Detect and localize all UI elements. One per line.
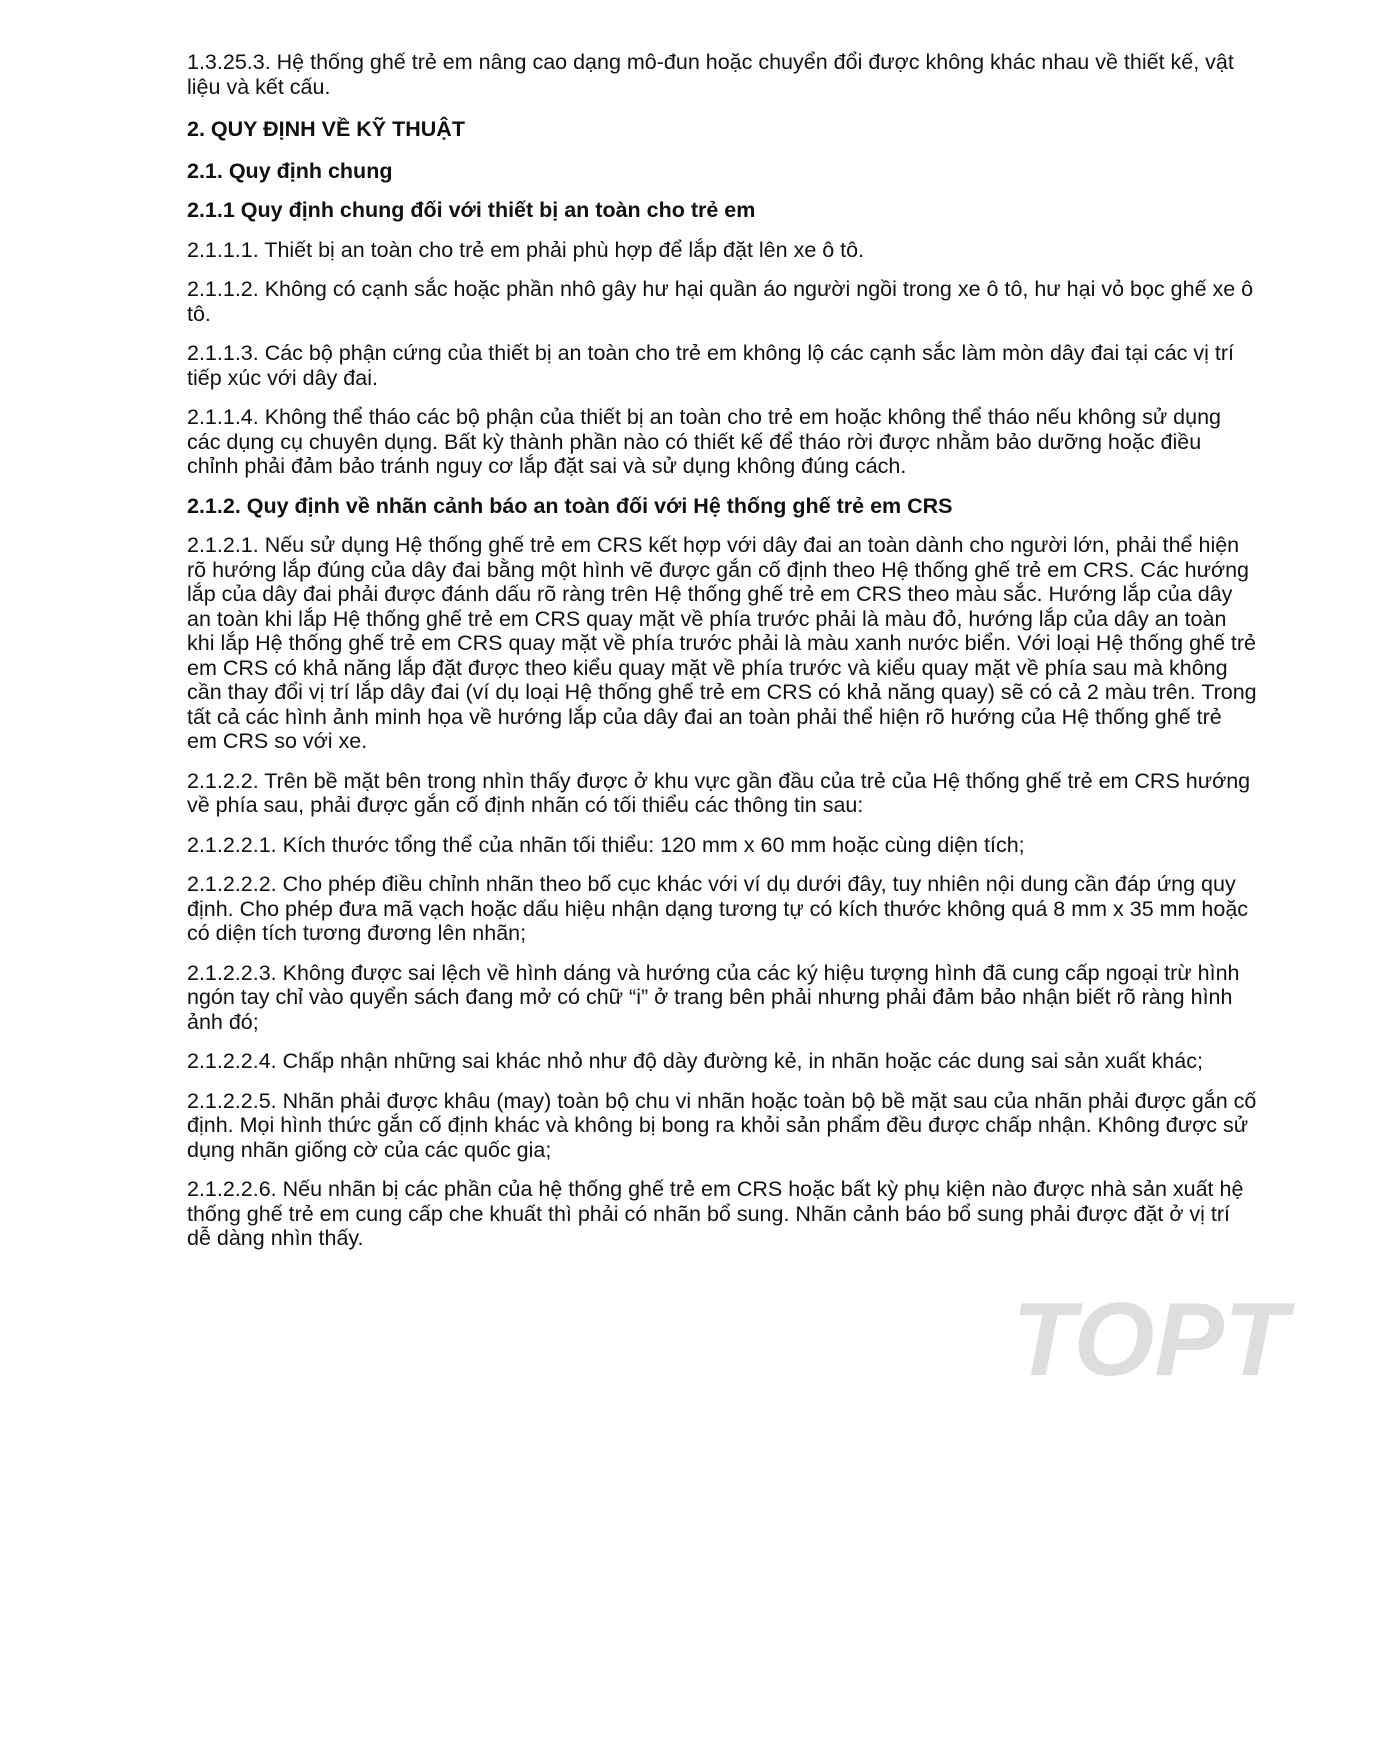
watermark-text: TOPT (1012, 1293, 1288, 1383)
paragraph-2-1-2-2: 2.1.2.2. Trên bề mặt bên trong nhìn thấy được ở khu vực gần đầu của trẻ của Hệ thống ghế trẻ em CRS hướng về phía sau, phải được gắn cố định nhãn có tối thiểu các thông tin sau: (187, 768, 1251, 817)
paragraph-2-1-1-3: 2.1.1.3. Các bộ phận cứng của thiết bị an toàn cho trẻ em không lộ các cạnh sắc làm mòn dây đai tại các vị trí tiếp xúc với dây đai. (187, 341, 1234, 390)
document-page (187, 50, 1257, 1266)
paragraph-2-1-2-2-5: 2.1.2.2.5. Nhãn phải được khâu (may) toàn bộ chu vi nhãn hoặc toàn bộ bề mặt sau của nhãn phải được gắn cố định. Mọi hình thức gắn cố định khác và không bị bong ra khỏi sản phẩm đều được chấp nhận. Không được sử dụng nhãn giống cờ của các quốc gia; (187, 1088, 1257, 1162)
paragraph-2-1-2-2-2: 2.1.2.2.2. Cho phép điều chỉnh nhãn theo bố cục khác với ví dụ dưới đây, tuy nhiên nội dung cần đáp ứng quy định. Cho phép đưa mã vạch hoặc dấu hiệu nhận dạng tương tự có kích thước không quá 8 mm x 35 mm hoặc có diện tích tương đương lên nhãn; (187, 872, 1249, 945)
paragraph-2-1-1-2: 2.1.1.2. Không có cạnh sắc hoặc phần nhô gây hư hại quần áo người ngồi trong xe ô tô, hư hại vỏ bọc ghế xe ô tô. (187, 277, 1254, 326)
paragraph-2-1-1-1: 2.1.1.1. Thiết bị an toàn cho trẻ em phải phù hợp để lắp đặt lên xe ô tô. (187, 237, 865, 262)
paragraph-2-1-1-4: 2.1.1.4. Không thể tháo các bộ phận của thiết bị an toàn cho trẻ em hoặc không thể tháo nếu không sử dụng các dụng cụ chuyên dụng. Bất kỳ thành phần nào có thiết kế để tháo rời được nhằm bảo dưỡng hoặc điều chỉnh phải đảm bảo tránh nguy cơ lắp đặt sai và sử dụng không đúng cách. (187, 405, 1222, 478)
section-heading-2-1-2: 2.1.2. Quy định về nhãn cảnh báo an toàn đối với Hệ thống ghế trẻ em CRS (187, 493, 953, 518)
paragraph-2-1-2-2-3: 2.1.2.2.3. Không được sai lệch về hình dáng và hướng của các ký hiệu tượng hình đã cung cấp ngoại trừ hình ngón tay chỉ vào quyển sách đang mở có chữ “i” ở trang bên phải nhưng phải đảm bảo nhận biết rõ ràng hình ảnh đó; (187, 960, 1240, 1034)
section-heading-2-1-1: 2.1.1 Quy định chung đối với thiết bị an toàn cho trẻ em (187, 198, 756, 222)
watermark-logo (1012, 1293, 1302, 1383)
section-heading-2: 2. QUY ĐỊNH VỀ KỸ THUẬT (187, 117, 465, 141)
paragraph-2-1-2-2-1: 2.1.2.2.1. Kích thước tổng thể của nhãn tối thiểu: 120 mm x 60 mm hoặc cùng diện tích; (187, 832, 1025, 857)
paragraph-2-1-2-2-6: 2.1.2.2.6. Nếu nhãn bị các phần của hệ thống ghế trẻ em CRS hoặc bất kỳ phụ kiện nào được nhà sản xuất hệ thống ghế trẻ em cung cấp che khuất thì phải có nhãn bổ sung. Nhãn cảnh báo bổ sung phải được đặt ở vị trí dễ dàng nhìn thấy. (187, 1177, 1244, 1250)
paragraph-2-1-2-1: 2.1.2.1. Nếu sử dụng Hệ thống ghế trẻ em CRS kết hợp với dây đai an toàn dành cho người lớn, phải thể hiện rõ hướng lắp đúng của dây đai bằng một hình vẽ được gắn cố định theo Hệ thống ghế trẻ em CRS. Các hướng lắp của dây đai phải được đánh dấu rõ ràng trên Hệ thống ghế trẻ em CRS theo màu sắc. Hướng lắp của dây an toàn khi lắp Hệ thống ghế trẻ em CRS quay mặt về phía trước phải là màu đỏ, hướng lắp của dây an toàn khi lắp Hệ thống ghế trẻ em CRS quay mặt về phía trước phải là màu xanh nước biển. Với loại Hệ thống ghế trẻ em CRS có khả năng lắp đặt được theo kiểu quay mặt về phía trước và kiểu quay mặt về phía sau mà không cần thay đổi vị trí lắp dây đai (ví dụ loại Hệ thống ghế trẻ em CRS có khả năng quay) sẽ có cả 2 màu trên. Trong tất cả các hình ảnh minh họa về hướng lắp của dây đai an toàn phải thể hiện rõ hướng của Hệ thống ghế trẻ em CRS so với xe. (187, 533, 1257, 753)
section-heading-2-1: 2.1. Quy định chung (187, 158, 393, 183)
paragraph-2-1-2-2-4: 2.1.2.2.4. Chấp nhận những sai khác nhỏ như độ dày đường kẻ, in nhãn hoặc các dung sai sản xuất khác; (187, 1049, 1203, 1073)
paragraph-1-3-25-3: 1.3.25.3. Hệ thống ghế trẻ em nâng cao dạng mô-đun hoặc chuyển đổi được không khác nhau về thiết kế, vật liệu và kết cấu. (187, 50, 1234, 99)
